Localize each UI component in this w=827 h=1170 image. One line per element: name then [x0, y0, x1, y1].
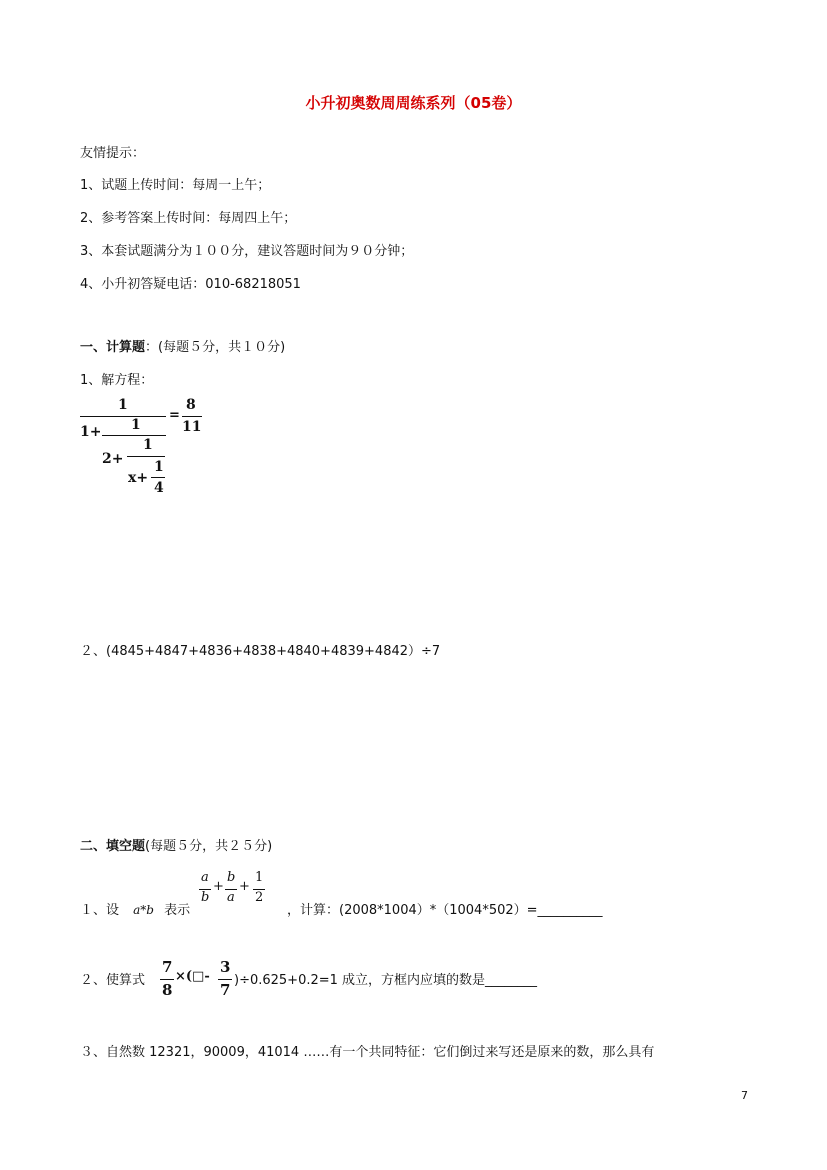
fraction-bar	[160, 979, 174, 980]
fill-question-3: ３、自然数 12321，90009，41014 ……有一个共同特征：它们倒过来写还是原来的数，那么具有	[80, 1045, 655, 1060]
operation-expression: a*b	[133, 903, 154, 917]
fill-question-2-suffix: )÷0.625+0.2=1 成立，方框内应填的数是________	[234, 973, 538, 988]
fraction-denominator: 2	[255, 890, 264, 905]
equals-sign: =	[169, 408, 180, 423]
section-1-title: 一、计算题	[80, 340, 146, 355]
question-text: 表示	[164, 903, 191, 918]
tip-item: 2、参考答案上传时间：每周四上午；	[80, 211, 297, 226]
fraction-term: 1+	[80, 424, 102, 440]
fraction-numerator: 1	[118, 397, 128, 413]
fraction-numerator: a	[201, 870, 209, 885]
question-suffix: ，计算：(2008*1004）*（1004*502）=__________	[287, 903, 603, 918]
fraction-numerator: 1	[131, 417, 141, 433]
times-expression: ×(□-	[175, 969, 210, 984]
fraction-bar	[218, 979, 232, 980]
fraction-numerator: 1	[154, 459, 164, 475]
fraction-bar	[80, 416, 166, 417]
fraction-numerator: 1	[143, 437, 153, 453]
rhs-denominator: 11	[182, 419, 202, 435]
fill-question-1	[80, 899, 190, 918]
fraction-denominator: 8	[162, 981, 173, 999]
tips-heading: 友情提示：	[80, 146, 146, 161]
section-1-heading	[80, 336, 285, 355]
tip-item: 3、本套试题满分为１００分，建议答题时间为９０分钟；	[80, 244, 414, 259]
fraction-bar	[127, 456, 165, 457]
fraction-numerator: b	[227, 870, 236, 885]
operation-definition	[198, 868, 272, 912]
fill-question-2-prefix: ２、使算式	[80, 973, 146, 988]
question-2: ２、(4845+4847+4836+4838+4840+4839+4842）÷7	[80, 644, 441, 659]
question-1-label: 1、解方程：	[80, 373, 154, 388]
page-number: 7	[741, 1089, 748, 1102]
fraction-denominator: b	[201, 890, 210, 905]
section-2-heading	[80, 835, 272, 854]
continued-fraction-equation	[78, 395, 218, 505]
tip-item: 1、试题上传时间：每周一上午；	[80, 178, 271, 193]
fraction-denominator: 7	[220, 981, 231, 999]
section-1-note: ：(每题５分，共１０分)	[145, 340, 286, 355]
fraction-denominator: 4	[154, 480, 164, 496]
fraction-bar	[182, 416, 202, 417]
fraction-numerator: 1	[255, 870, 264, 885]
section-2-note: (每题５分，共２５分)	[145, 839, 273, 854]
rhs-numerator: 8	[186, 397, 196, 413]
fraction-numerator: 7	[162, 958, 173, 976]
plus-sign: +	[213, 879, 224, 894]
tip-item: 4、小升初答疑电话：010-68218051	[80, 277, 301, 292]
fraction-term: x+	[128, 470, 149, 486]
section-2-title: 二、填空题	[80, 839, 146, 854]
fraction-numerator: 3	[220, 958, 231, 976]
fraction-term: 2+	[102, 451, 124, 467]
fraction-bar	[151, 477, 165, 478]
page-title: 小升初奥数周周练系列（05卷）	[305, 94, 522, 112]
fraction-denominator: a	[227, 890, 235, 905]
question-prefix: １、设	[80, 903, 120, 918]
fraction-bar	[102, 435, 166, 436]
plus-sign: +	[239, 879, 250, 894]
